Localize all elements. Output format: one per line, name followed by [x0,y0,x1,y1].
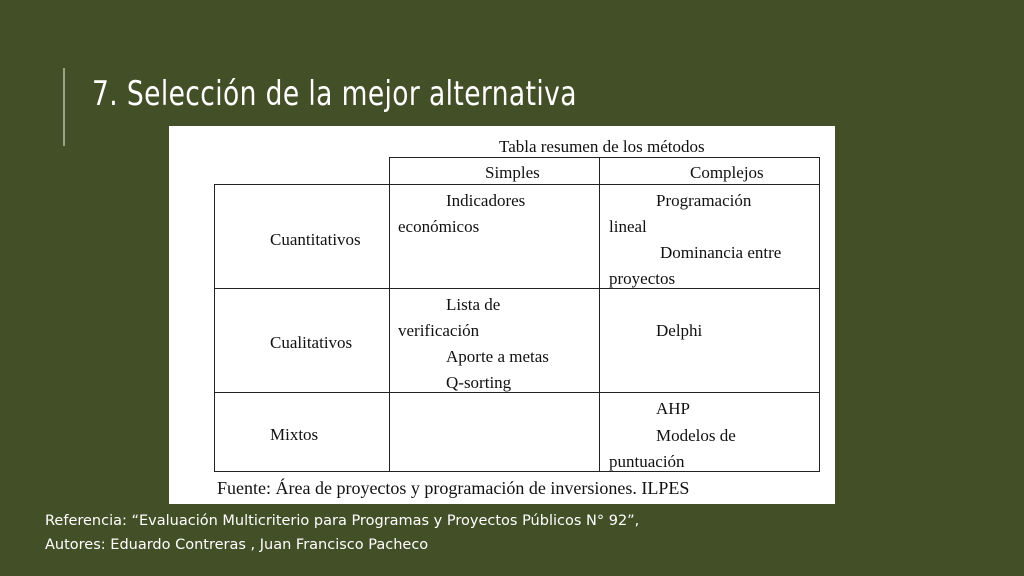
cell-text: verificación [398,321,480,340]
table-caption: Tabla resumen de los métodos [499,137,705,156]
column-divider [599,184,600,472]
cell-text: Q-sorting [446,373,512,392]
row-label-mixtos: Mixtos [270,425,319,444]
column-header-complejos: Complejos [690,163,764,182]
cell-text: económicos [398,217,480,236]
cell-text: puntuación [609,452,685,471]
row-label-cuantitativos: Cuantitativos [270,230,361,249]
cell-text: Lista de [446,295,501,314]
cell-text: Delphi [656,321,703,340]
cell-text: Indicadores [446,191,526,210]
row-divider [214,392,820,393]
table-source: Fuente: Área de proyectos y programación de inversiones. ILPES [217,478,690,498]
methods-table-image [169,126,835,504]
title-accent-line [63,68,65,146]
cell-text: lineal [609,217,647,236]
row-divider [214,288,820,289]
cell-text: AHP [656,399,691,418]
column-header-simples: Simples [485,163,540,182]
cell-text: Programación [656,191,752,210]
authors-line: Autores: Eduardo Contreras , Juan Francisco Pacheco [45,537,429,553]
cell-text: proyectos [609,269,676,288]
reference-line: Referencia: “Evaluación Multicriterio para Programas y Proyectos Públicos N° 92”, [45,513,640,529]
column-divider [389,184,390,472]
row-label-cualitativos: Cualitativos [270,333,353,352]
cell-text: Modelos de [656,426,736,445]
column-header-divider [599,157,600,184]
cell-text: Aporte a metas [446,347,549,366]
slide-title: 7. Selección de la mejor alternativa [92,74,577,114]
cell-text: Dominancia entre [660,243,782,262]
